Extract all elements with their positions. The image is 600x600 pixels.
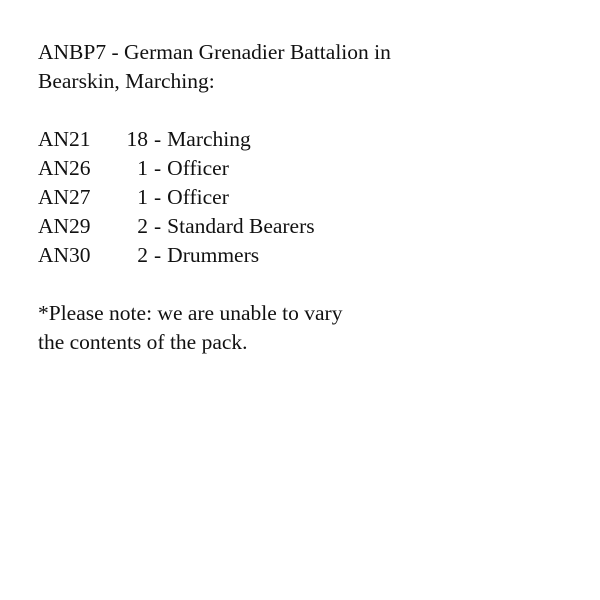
list-item <box>38 212 578 241</box>
item-description: Officer <box>167 185 229 209</box>
item-quantity: 18 <box>126 127 148 151</box>
item-separator: - <box>154 214 162 238</box>
item-code: AN21 <box>38 127 91 151</box>
item-code: AN27 <box>38 185 91 209</box>
item-quantity: 1 <box>137 185 148 209</box>
item-separator: - <box>154 127 162 151</box>
item-separator: - <box>154 156 162 180</box>
item-code: AN26 <box>38 156 91 180</box>
item-description: Officer <box>167 156 229 180</box>
list-item <box>38 183 578 212</box>
item-code: AN30 <box>38 243 91 267</box>
item-code: AN29 <box>38 214 91 238</box>
list-item <box>38 241 578 270</box>
item-quantity: 1 <box>137 156 148 180</box>
note-line-1: *Please note: we are unable to vary <box>38 301 343 325</box>
item-description: Drummers <box>167 243 260 267</box>
item-quantity: 2 <box>137 214 148 238</box>
note-line-2: the contents of the pack. <box>38 330 248 354</box>
list-item <box>38 154 578 183</box>
item-description: Marching <box>167 127 251 151</box>
pack-title-line-1: ANBP7 - German Grenadier Battalion in <box>38 40 391 64</box>
spacer <box>38 270 578 299</box>
item-separator: - <box>154 243 162 267</box>
item-quantity: 2 <box>137 243 148 267</box>
item-separator: - <box>154 185 162 209</box>
pack-title-line-2: Bearskin, Marching: <box>38 69 215 93</box>
pack-items-list <box>38 125 578 270</box>
spacer <box>38 96 578 125</box>
pack-contents-document <box>38 38 578 357</box>
list-item <box>38 125 578 154</box>
item-description: Standard Bearers <box>167 214 315 238</box>
